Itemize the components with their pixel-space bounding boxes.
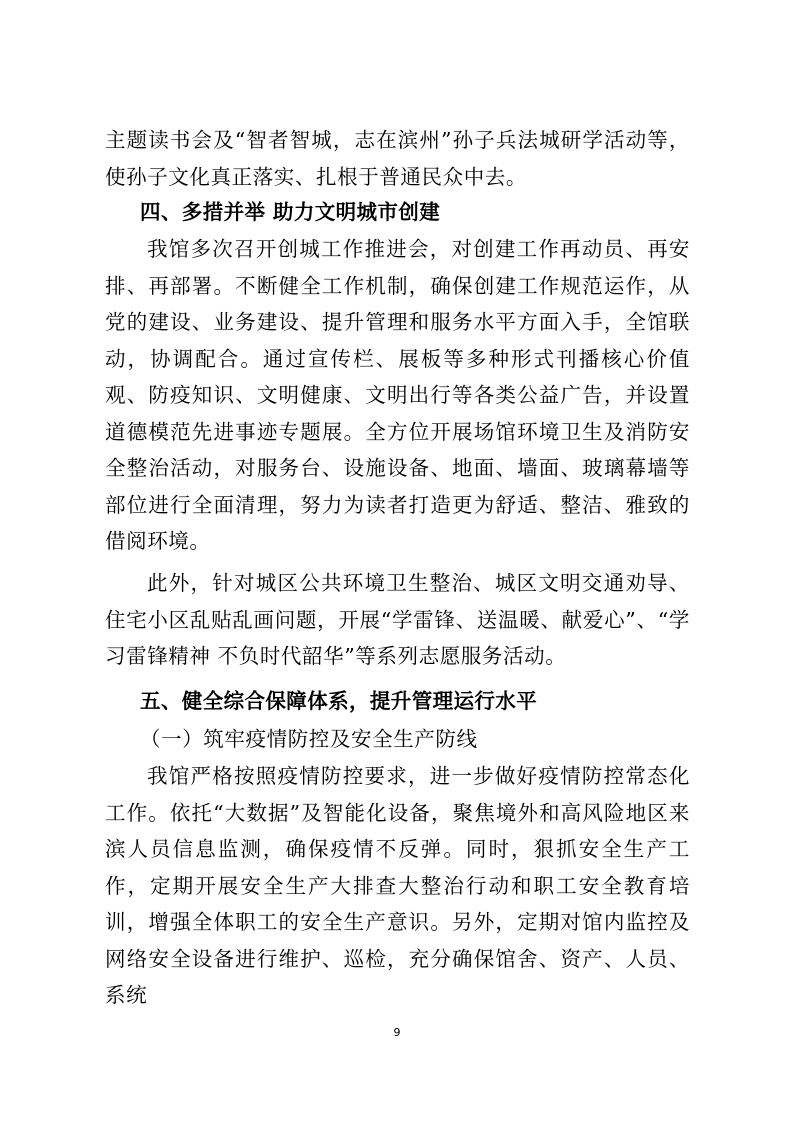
paragraph-continuation: 主题读书会及“智者智城，志在滨州”孙子兵法城研学活动等，使孙子文化真正落实、扎根于普通民众中去。 bbox=[105, 128, 690, 189]
section-4-paragraph-2: 此外，针对城区公共环境卫生整治、城区文明交通劝导、住宅小区乱贴乱画问题，开展“学雷锋、送温暖、献爱心”、“学习雷锋精神 不负时代韶华”等系列志愿服务活动。 bbox=[105, 571, 690, 668]
section-4-paragraph-1: 我馆多次召开创城工作推进会，对创建工作再动员、再安排、再部署。不断健全工作机制，确保创建工作规范运作，从党的建设、业务建设、提升管理和服务水平方面入手，全馆联动，协调配合。通过宣传栏、展板等多种形式刊播核心价值观、防疫知识、文明健康、文明出行等各类公益广告，并设置道德模范先进事迹专题展。全方位开展场馆环境卫生及消防安全整治活动，对服务台、设施设备、地面、墙面、玻璃幕墙等部位进行全面清理，努力为读者打造更为舒适、整洁、雅致的借阅环境。 bbox=[105, 237, 690, 553]
section-heading-5: 五、健全综合保障体系，提升管理运行水平 bbox=[140, 689, 538, 713]
section-heading-4: 四、多措并举 助力文明城市创建 bbox=[140, 200, 441, 224]
page-number: 9 bbox=[393, 1026, 401, 1039]
section-5-paragraph-1: 我馆严格按照疫情防控要求，进一步做好疫情防控常态化工作。依托“大数据”及智能化设备，聚焦境外和高风险地区来滨人员信息监测，确保疫情不反弹。同时，狠抓安全生产工作，定期开展安全生产大排查大整治行动和职工安全教育培训，增强全体职工的安全生产意识。另外，定期对馆内监控及网络安全设备进行维护、巡检，充分确保馆舍、资产、人员、系统 bbox=[105, 764, 690, 1007]
subsection-heading-1: （一）筑牢疫情防控及安全生产防线 bbox=[140, 727, 478, 751]
